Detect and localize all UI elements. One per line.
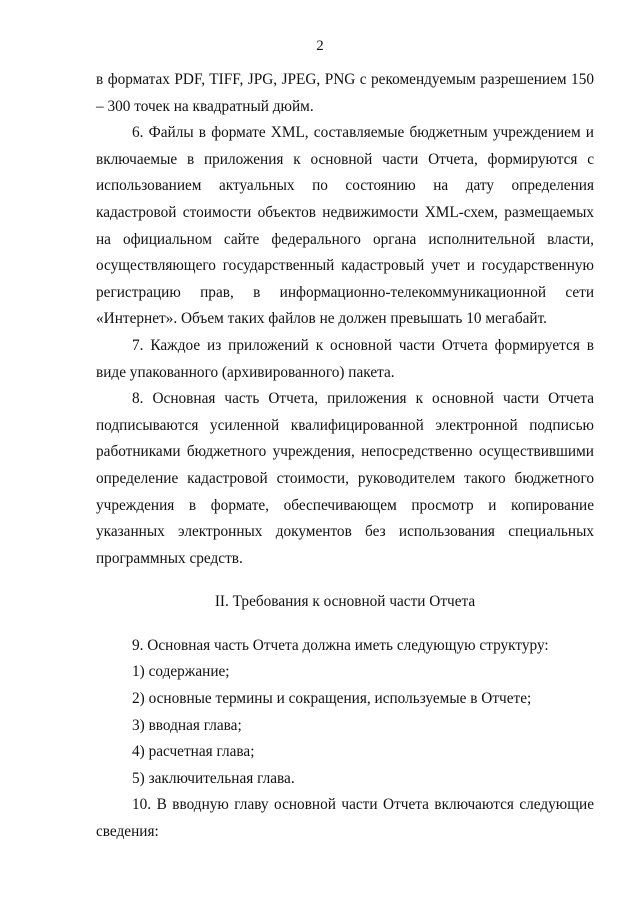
section-heading: II. Требования к основной части Отчета [214, 593, 476, 611]
paragraph-9: 9. Основная часть Отчета должна иметь следующую структуру: [132, 636, 549, 654]
paragraph-10: 10. В вводную главу основной части Отчета включаются следующие сведения: [96, 796, 594, 841]
list-item-terms: 2) основные термины и сокращения, используемые в Отчете; [132, 690, 532, 708]
page-number: 2 [316, 38, 324, 54]
list-item-contents: 1) содержание; [132, 663, 230, 681]
paragraph-formats-continuation: в форматах PDF, TIFF, JPG, JPEG, PNG с рекомендуемым разрешением 150 – 300 точек на квадратный дюйм. [96, 71, 594, 115]
list-item-final-chapter: 5) заключительная глава. [132, 769, 295, 787]
document-body [96, 67, 594, 846]
list-item-calculation-chapter: 4) расчетная глава; [132, 743, 255, 761]
paragraph-8: 8. Основная часть Отчета, приложения к основной части Отчета подписываются усиленной квалифицированной электронной подписью работниками бюджетного учреждения, непосредственно осуществившими определение кадастровой стоимости, руководителем такого бюджетного учреждения в формате, обеспечивающем просмотр и копирование указанных электронных документов без использования специальных программных средств. [96, 390, 594, 567]
paragraph-6: 6. Файлы в формате XML, составляемые бюджетным учреждением и включаемые в приложения к основной части Отчета, формируются с использованием актуальных по состоянию на дату определения кадастровой стоимости объектов недвижимости XML-схем, размещаемых на официальном сайте федерального органа исполнительной власти, осуществляющего государственный кадастровый учет и государственную регистрацию прав, в информационно-телекоммуникационной сети «Интернет». Объем таких файлов не должен превышать 10 мегабайт. [96, 124, 594, 328]
paragraph-7: 7. Каждое из приложений к основной части Отчета формируется в виде упакованного (архивированного) пакета. [96, 336, 594, 381]
list-item-intro-chapter: 3) вводная глава; [132, 716, 242, 734]
